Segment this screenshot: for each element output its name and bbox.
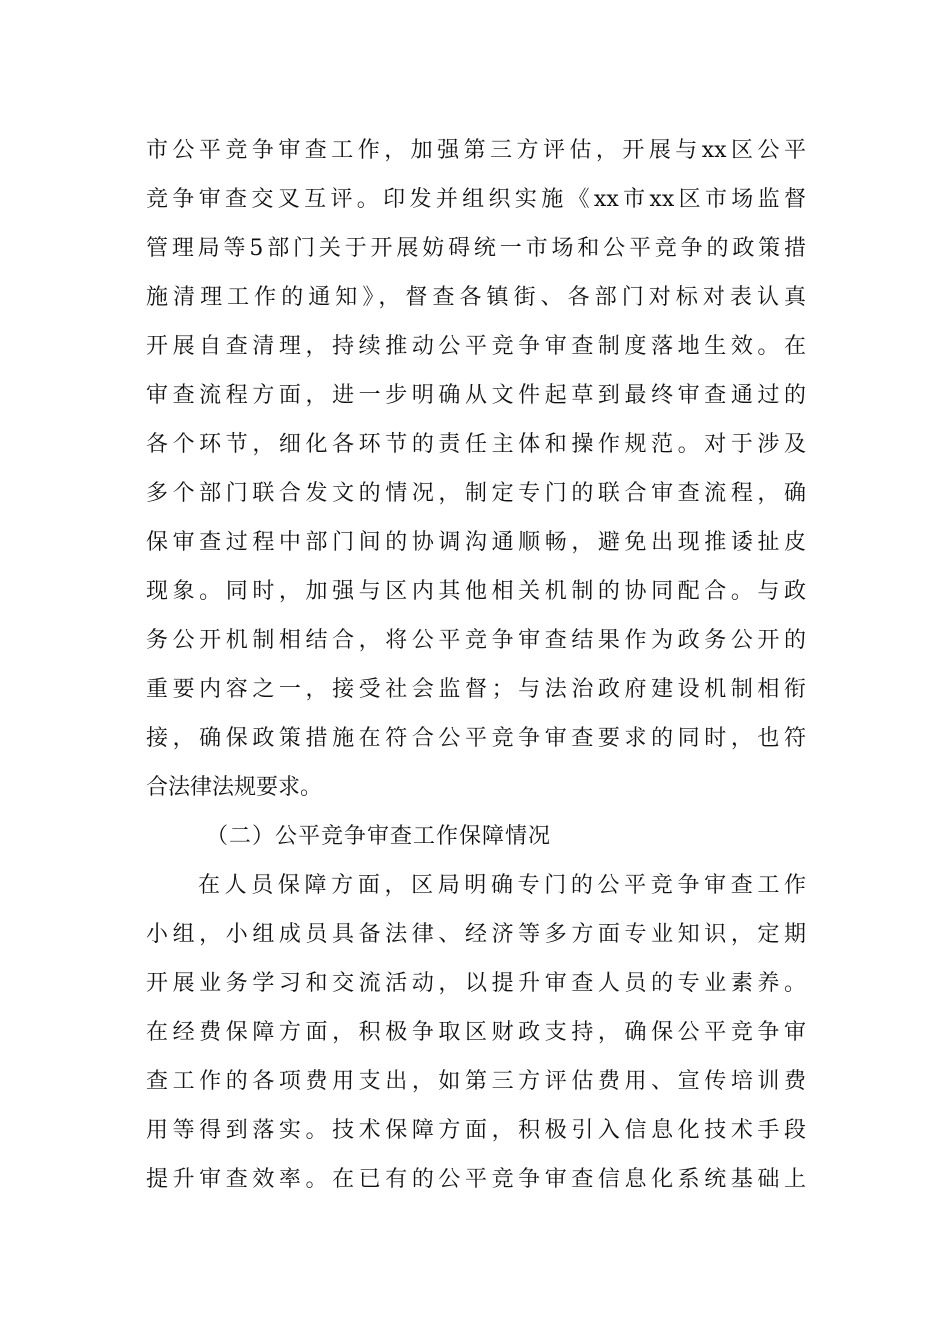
- text-line: 多个部门联合发文的情况，制定专门的联合审查流程，确: [146, 481, 806, 506]
- text-line: 审查流程方面，进一步明确从文件起草到最终审查通过的: [146, 383, 806, 408]
- text-line: 开展自查清理，持续推动公平竞争审查制度落地生效。在: [146, 334, 806, 359]
- text-line: 施清理工作的通知》，督查各镇街、各部门对标对表认真: [146, 285, 806, 310]
- text-line: 务公开机制相结合，将公平竞争审查结果作为政务公开的: [146, 628, 806, 653]
- section-heading: （二）公平竞争审查工作保障情况: [206, 824, 552, 849]
- text-line: 市公平竞争审查工作，加强第三方评估，开展与xx区公平: [146, 138, 806, 163]
- text-line: 提升审查效率。在已有的公平竞争审查信息化系统基础上: [146, 1167, 806, 1192]
- text-line: 现象。同时，加强与区内其他相关机制的协同配合。与政: [146, 579, 806, 604]
- text-line: 查工作的各项费用支出，如第三方评估费用、宣传培训费: [146, 1069, 806, 1094]
- text-line: 管理局等5部门关于开展妨碍统一市场和公平竞争的政策措: [146, 236, 806, 261]
- text-line: 小组，小组成员具备法律、经济等多方面专业知识，定期: [146, 922, 806, 947]
- text-line: 保审查过程中部门间的协调沟通顺畅，避免出现推诿扯皮: [146, 530, 806, 555]
- paragraph-first-line: 在人员保障方面，区局明确专门的公平竞争审查工作: [198, 873, 806, 898]
- text-line: 在经费保障方面，积极争取区财政支持，确保公平竞争审: [146, 1020, 806, 1045]
- text-line: 开展业务学习和交流活动，以提升审查人员的专业素养。: [146, 971, 806, 996]
- text-line: 竞争审查交叉互评。印发并组织实施《xx市xx区市场监督: [146, 187, 806, 212]
- text-line: 重要内容之一，接受社会监督；与法治政府建设机制相衔: [146, 677, 806, 702]
- text-line-last: 合法律法规要求。: [146, 775, 323, 800]
- text-line: 各个环节，细化各环节的责任主体和操作规范。对于涉及: [146, 432, 806, 457]
- text-line: 接，确保政策措施在符合公平竞争审查要求的同时，也符: [146, 726, 806, 751]
- text-line: 用等得到落实。技术保障方面，积极引入信息化技术手段: [146, 1118, 806, 1143]
